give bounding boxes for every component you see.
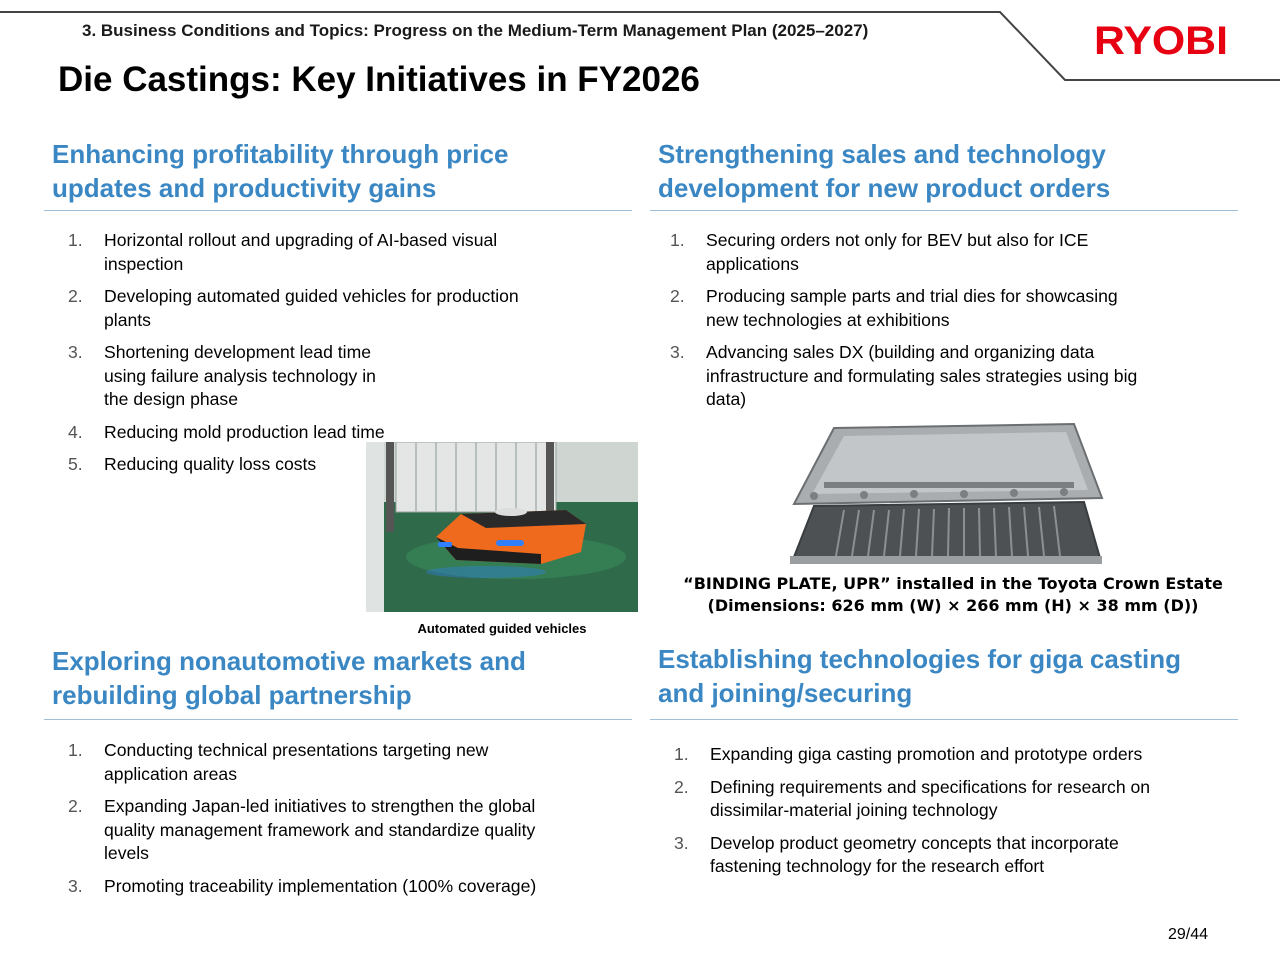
section-divider <box>650 210 1238 211</box>
page-number: 29/44 <box>1168 926 1209 943</box>
item-number: 1. <box>68 230 83 250</box>
logo-text: RYOBI <box>1094 19 1228 60</box>
item-number: 3. <box>670 342 685 362</box>
section-title-nonautomotive <box>52 644 526 712</box>
item-number: 5. <box>68 454 83 474</box>
section-divider <box>650 719 1238 720</box>
agv-caption: Automated guided vehicles <box>417 621 587 636</box>
section-title-line: rebuilding global partnership <box>52 680 412 710</box>
section-title-sales <box>658 137 1110 205</box>
page-title: Die Castings: Key Initiatives in FY2026 <box>58 60 700 99</box>
list-item: 2. Developing automated guided vehicles for production plants <box>68 286 519 330</box>
caption-line: “BINDING PLATE, UPR” installed in the Toyota Crown Estate <box>683 574 1223 593</box>
section-title-line: Exploring nonautomotive markets and <box>52 646 526 676</box>
giga-casting-list <box>674 743 1234 888</box>
item-number: 2. <box>674 776 689 797</box>
item-number: 3. <box>674 832 689 853</box>
list-item: 2. Defining requirements and specifications for research on dissimilar-material joining technology <box>674 776 1151 820</box>
item-number: 2. <box>670 286 685 306</box>
sales-list <box>670 229 1210 421</box>
caption-line: (Dimensions: 626 mm (W) × 266 mm (H) × 38 mm (D)) <box>707 596 1199 615</box>
list-item: 3. Promoting traceability implementation (100% coverage) <box>68 875 608 899</box>
list-item: 4. Reducing mold production lead time <box>68 421 588 445</box>
list-item: 1. Expanding giga casting promotion and prototype orders <box>674 743 1234 767</box>
list-item: 5. Reducing quality loss costs <box>68 453 588 477</box>
section-title-profitability <box>52 137 508 205</box>
section-divider <box>44 210 632 211</box>
item-number: 1. <box>674 744 689 764</box>
nonautomotive-list <box>68 739 608 907</box>
item-number: 4. <box>68 421 83 442</box>
item-number: 1. <box>68 740 83 760</box>
list-item: 1. Securing orders not only for BEV but also for ICE applications <box>670 230 1089 274</box>
item-number: 2. <box>68 796 83 816</box>
binding-plate-photo <box>784 420 1106 568</box>
section-title-line: Strengthening sales and technology <box>658 139 1106 169</box>
item-number: 1. <box>670 230 685 250</box>
section-title-line: development for new product orders <box>658 173 1111 203</box>
item-number: 3. <box>68 875 83 896</box>
item-number: 2. <box>68 286 83 306</box>
list-item: 2. Producing sample parts and trial dies for showcasing new technologies at exhibitions <box>670 286 1118 330</box>
list-item: 3. Develop product geometry concepts that incorporate fastening technology for the research effort <box>674 832 1119 876</box>
list-item: 2. Expanding Japan-led initiatives to strengthen the global quality management framework and standardize quality levels <box>68 796 536 863</box>
binding-plate-caption <box>650 573 1256 617</box>
breadcrumb: 3. Business Conditions and Topics: Progress on the Medium-Term Management Plan (2025–2027) <box>82 21 869 40</box>
list-item: 3. Shortening development lead time using failure analysis technology in the design phase <box>68 342 376 409</box>
list-item: 3. Advancing sales DX (building and organizing data infrastructure and formulating sales strategies using big data) <box>670 342 1138 409</box>
agv-photo <box>366 442 638 612</box>
item-number: 3. <box>68 342 83 362</box>
section-title-giga-casting <box>658 642 1181 710</box>
section-divider <box>44 719 632 720</box>
list-item: 1. Conducting technical presentations targeting new application areas <box>68 740 489 784</box>
section-title-line: and joining/securing <box>658 678 913 708</box>
section-title-line: Enhancing profitability through price <box>52 139 509 169</box>
ryobi-logo <box>1094 18 1228 60</box>
section-title-line: updates and productivity gains <box>52 173 437 203</box>
section-title-line: Establishing technologies for giga casting <box>658 644 1181 674</box>
list-item: 1. Horizontal rollout and upgrading of AI-based visual inspection <box>68 230 498 274</box>
